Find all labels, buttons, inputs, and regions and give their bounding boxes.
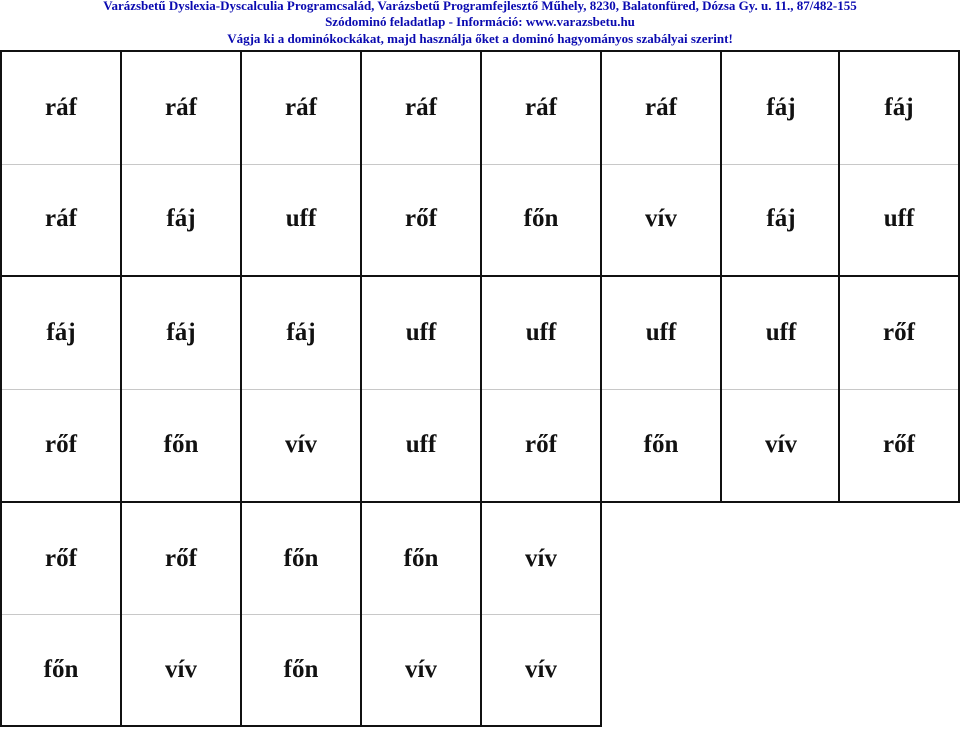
domino-tile[interactable] bbox=[120, 501, 242, 727]
domino-top-word: ráf bbox=[645, 93, 677, 121]
domino-top-word: rőf bbox=[45, 544, 77, 572]
domino-tile[interactable] bbox=[720, 50, 842, 277]
domino-tile[interactable] bbox=[240, 501, 362, 727]
domino-top-word: uff bbox=[645, 319, 677, 346]
domino-tile[interactable] bbox=[120, 50, 242, 277]
domino-top-word: ráf bbox=[165, 93, 197, 121]
domino-bottom-word: főn bbox=[283, 655, 319, 683]
domino-tile[interactable] bbox=[240, 50, 362, 277]
domino-tile[interactable] bbox=[600, 50, 722, 277]
domino-bottom-word: vív bbox=[525, 655, 557, 683]
domino-top-word: ráf bbox=[45, 93, 77, 121]
domino-bottom-word: uff bbox=[285, 205, 317, 233]
domino-bottom-word: vív bbox=[405, 655, 437, 683]
domino-bottom-word: rőf bbox=[405, 205, 437, 233]
domino-tile[interactable] bbox=[0, 50, 122, 277]
domino-tile[interactable] bbox=[720, 275, 842, 503]
domino-tile[interactable] bbox=[360, 50, 482, 277]
domino-tile[interactable] bbox=[120, 275, 242, 503]
domino-bottom-word: rőf bbox=[525, 431, 557, 458]
domino-top-word: főn bbox=[403, 544, 439, 572]
domino-bottom-word: rőf bbox=[45, 431, 77, 458]
domino-tile[interactable] bbox=[600, 275, 722, 503]
domino-bottom-word: vív bbox=[645, 205, 677, 233]
domino-bottom-word: vív bbox=[765, 431, 797, 458]
domino-bottom-word: vív bbox=[165, 655, 197, 683]
domino-tile[interactable] bbox=[480, 275, 602, 503]
domino-tile[interactable] bbox=[838, 50, 960, 277]
domino-top-word: uff bbox=[525, 319, 557, 346]
header-instruction-line: Vágja ki a dominókockákat, majd használja őket a dominó hagyományos szabályai szerint! bbox=[227, 31, 733, 46]
header-publisher-line: Varázsbetű Dyslexia-Dyscalculia Programcsalád, Varázsbetű Programfejlesztő Műhely, 8230, Balatonfüred, Dózsa Gy. u. 11., 87/482-155 bbox=[103, 0, 857, 13]
domino-tile[interactable] bbox=[838, 275, 960, 503]
domino-top-word: rőf bbox=[883, 319, 915, 346]
domino-bottom-word: ráf bbox=[45, 205, 77, 233]
domino-bottom-word: főn bbox=[43, 655, 79, 683]
domino-board bbox=[0, 50, 960, 727]
domino-top-word: főn bbox=[283, 544, 319, 572]
domino-tile[interactable] bbox=[0, 501, 122, 727]
domino-top-word: fáj bbox=[766, 93, 796, 121]
domino-bottom-word: fáj bbox=[766, 205, 796, 233]
domino-bottom-word: főn bbox=[523, 205, 559, 233]
domino-bottom-word: főn bbox=[163, 431, 199, 458]
domino-tile[interactable] bbox=[360, 275, 482, 503]
domino-bottom-word: főn bbox=[643, 431, 679, 458]
domino-top-word: ráf bbox=[525, 93, 557, 121]
domino-bottom-word: uff bbox=[405, 431, 437, 458]
domino-bottom-word: fáj bbox=[166, 205, 196, 233]
domino-bottom-word: vív bbox=[285, 431, 317, 458]
domino-top-word: uff bbox=[765, 319, 797, 346]
domino-tile[interactable] bbox=[480, 50, 602, 277]
domino-top-word: ráf bbox=[405, 93, 437, 121]
header-title-line: Szódominó feladatlap - Információ: www.varazsbetu.hu bbox=[325, 14, 635, 29]
domino-top-word: rőf bbox=[165, 544, 197, 572]
domino-top-word: fáj bbox=[884, 93, 914, 121]
domino-top-word: fáj bbox=[46, 319, 76, 346]
domino-top-word: fáj bbox=[286, 319, 316, 346]
domino-top-word: uff bbox=[405, 319, 437, 346]
domino-top-word: vív bbox=[525, 544, 557, 572]
domino-bottom-word: uff bbox=[883, 205, 915, 233]
domino-bottom-word: rőf bbox=[883, 431, 915, 458]
domino-tile[interactable] bbox=[240, 275, 362, 503]
domino-tile[interactable] bbox=[0, 275, 122, 503]
worksheet-header bbox=[0, 0, 960, 48]
domino-tile[interactable] bbox=[480, 501, 602, 727]
domino-top-word: ráf bbox=[285, 93, 317, 121]
domino-top-word: fáj bbox=[166, 319, 196, 346]
domino-tile[interactable] bbox=[360, 501, 482, 727]
